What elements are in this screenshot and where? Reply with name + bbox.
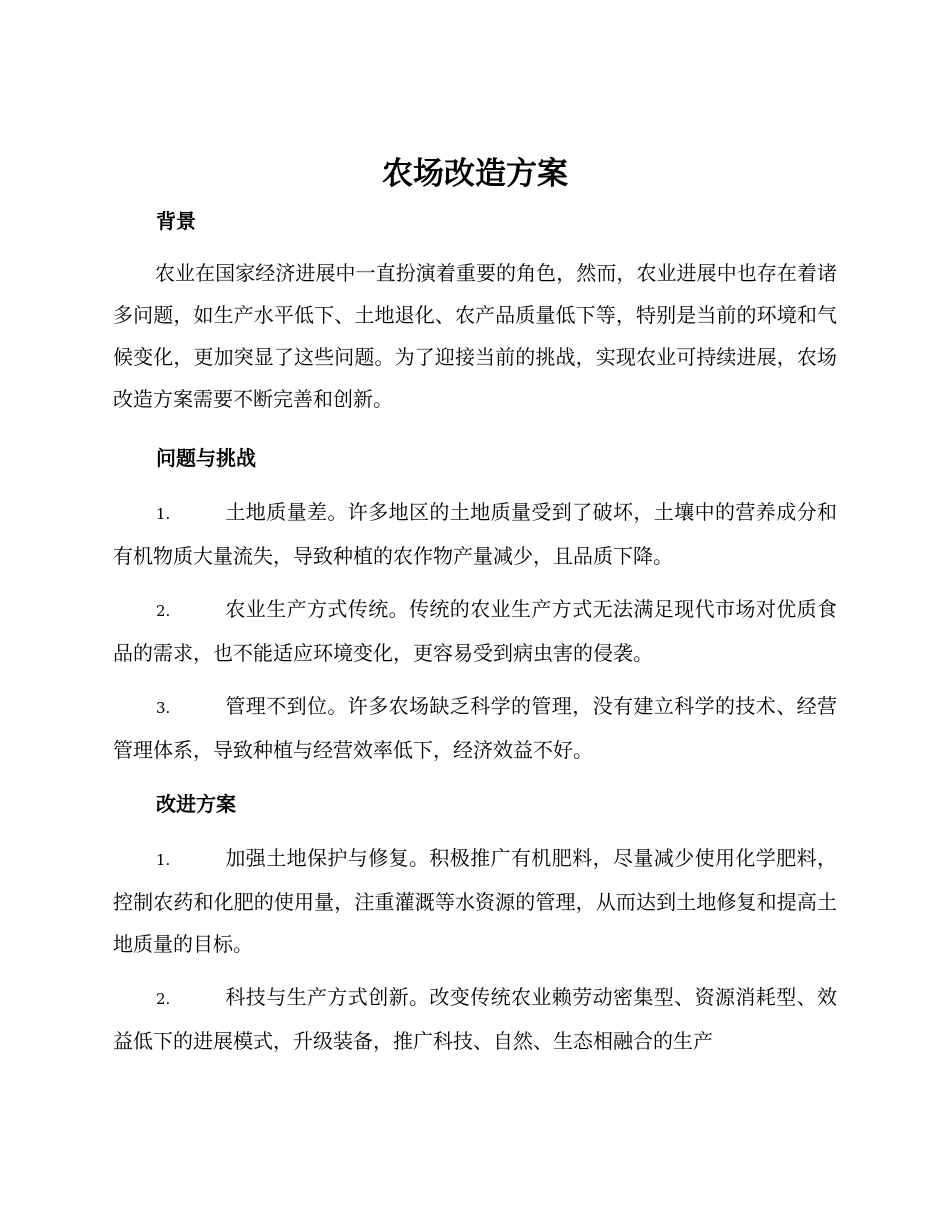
list-number: 2. (156, 990, 171, 1008)
list-number: 1. (156, 851, 171, 869)
list-item-text: 土地质量差。许多地区的土地质量受到了破坏，土壤中的营养成分和有机物质大量流失，导致种植的农作物产量减少，且品质下降。 (113, 500, 837, 568)
list-item-text: 加强土地保护与修复。积极推广有机肥料，尽量减少使用化学肥料，控制农药和化肥的使用量，注重灌溉等水资源的管理，从而达到土地修复和提高土地质量的目标。 (113, 846, 837, 956)
section-heading-background: 背景 (156, 209, 196, 233)
document-title: 农场改造方案 (382, 156, 568, 192)
improvement-item-2 (113, 976, 837, 1062)
improvement-item-1 (113, 837, 837, 965)
list-item-text: 管理不到位。许多农场缺乏科学的管理，没有建立科学的技术、经营管理体系，导致种植与经营效率低下，经济效益不好。 (113, 694, 837, 762)
problem-item-3 (113, 685, 837, 771)
background-paragraph: 农业在国家经济进展中一直扮演着重要的角色，然而，农业进展中也存在着诸多问题，如生产水平低下、土地退化、农产品质量低下等，特别是当前的环境和气候变化，更加突显了这些问题。为了迎接当前的挑战，实现农业可持续进展，农场改造方案需要不断完善和创新。 (113, 261, 837, 411)
list-item-text: 科技与生产方式创新。改变传统农业赖劳动密集型、资源消耗型、效益低下的进展模式，升级装备，推广科技、自然、生态相融合的生产 (113, 985, 837, 1053)
list-item-text: 农业生产方式传统。传统的农业生产方式无法满足现代市场对优质食品的需求，也不能适应环境变化，更容易受到病虫害的侵袭。 (113, 597, 837, 665)
list-number: 3. (156, 699, 171, 717)
section-heading-problems: 问题与挑战 (156, 446, 256, 470)
section-heading-improvements: 改进方案 (156, 792, 236, 816)
list-number: 2. (156, 602, 171, 620)
list-number: 1. (156, 505, 171, 523)
problem-item-2 (113, 588, 837, 674)
problem-item-1 (113, 491, 837, 577)
